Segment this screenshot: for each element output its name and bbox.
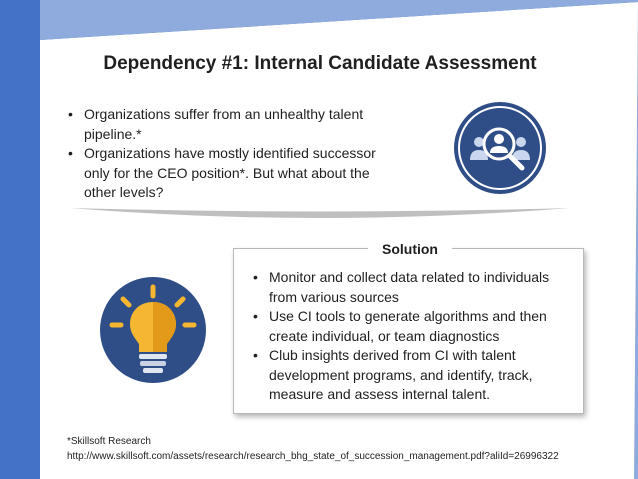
solution-bullet: • Monitor and collect data related to individuals from various sources	[251, 268, 573, 307]
solution-bullet-list	[251, 268, 573, 405]
section-divider	[70, 206, 570, 224]
footnote-url[interactable]: http://www.skillsoft.com/assets/research/research_bhg_state_of_succession_management.pdf?aliId=26996322	[67, 451, 559, 462]
problem-bullet: • Organizations have mostly identified successor only for the CEO position*. But what about the other levels?	[66, 144, 396, 203]
slide-title: Dependency #1: Internal Candidate Assessment	[103, 53, 537, 74]
lightbulb-icon	[98, 275, 208, 385]
solution-label: Solution	[368, 240, 452, 258]
top-light-band	[40, 0, 638, 40]
problem-bullet-list	[66, 105, 396, 203]
footnote	[67, 434, 559, 464]
solution-bullet: • Club insights derived from CI with talent development programs, and identify, track, measure and assess internal talent.	[251, 346, 573, 405]
solution-bullet: • Use CI tools to generate algorithms and then create individual, or team diagnostics	[251, 307, 573, 346]
problem-bullet: • Organizations suffer from an unhealthy talent pipeline.*	[66, 105, 396, 144]
footnote-source: *Skillsoft Research	[67, 436, 151, 447]
people-search-icon	[452, 100, 548, 196]
right-edge-light	[634, 0, 638, 479]
